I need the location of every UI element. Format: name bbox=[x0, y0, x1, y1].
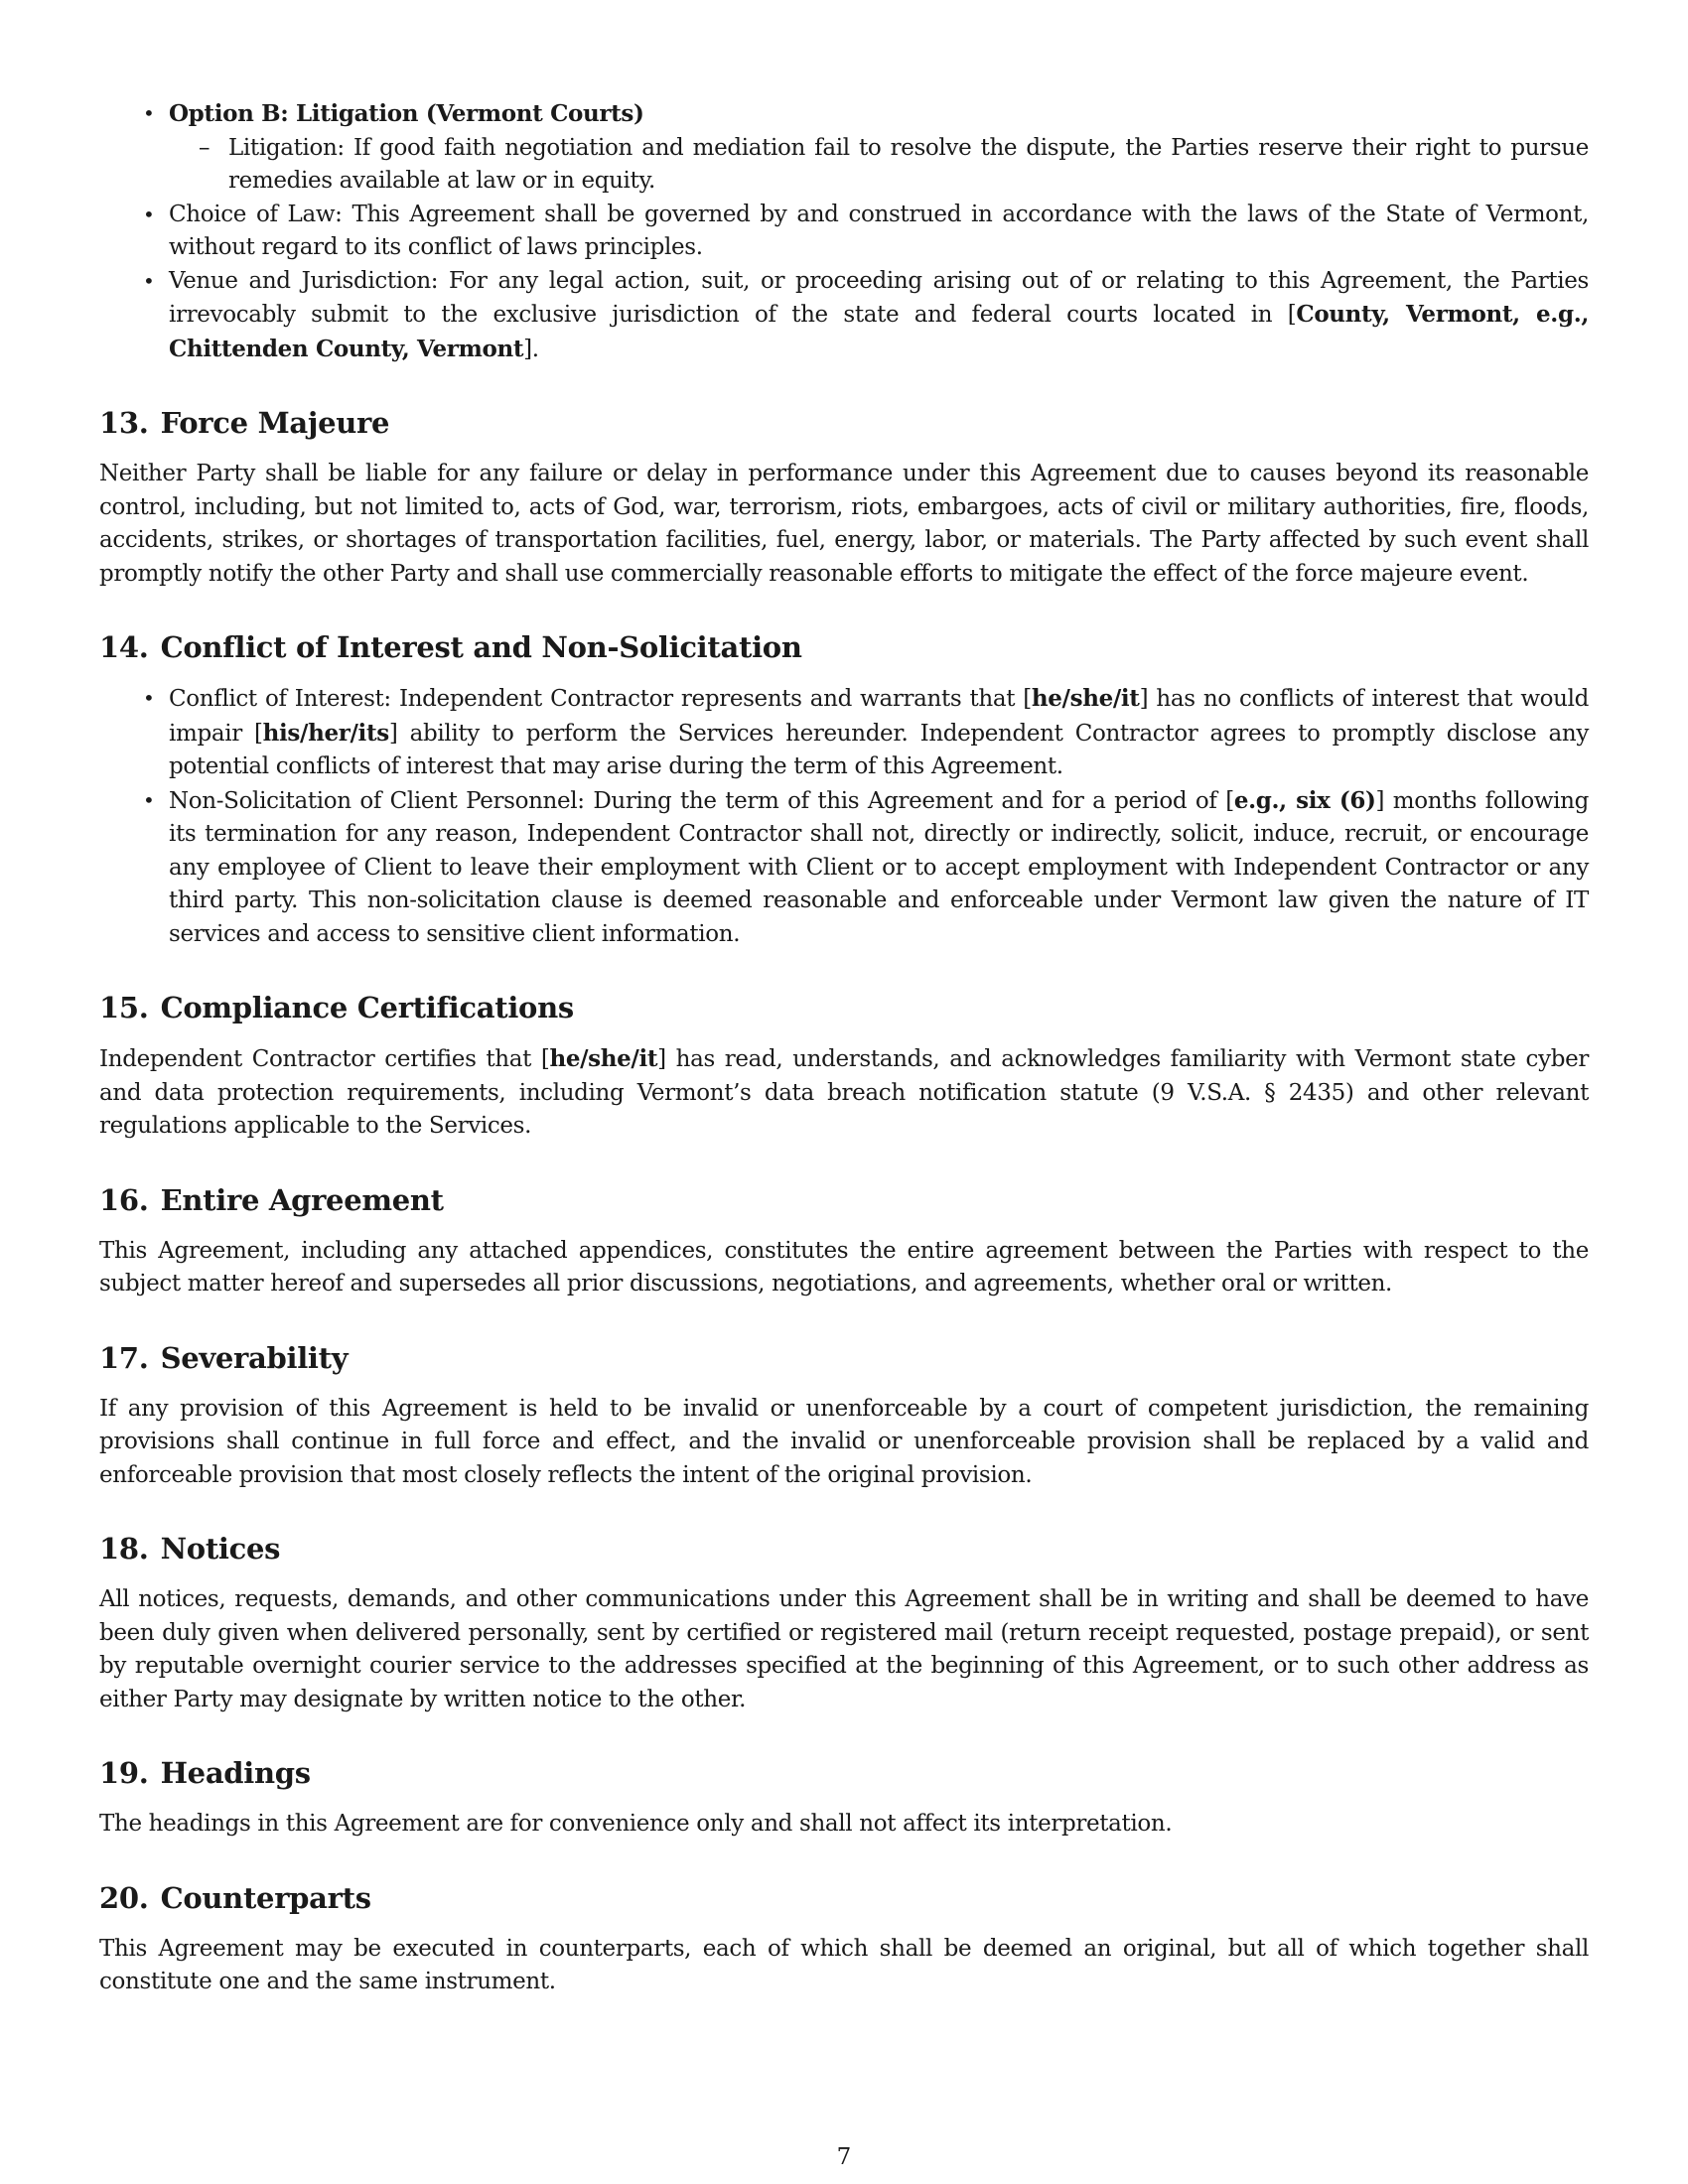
coi-placeholder-possessive: his/her/its bbox=[262, 719, 389, 747]
section-body bbox=[99, 1042, 1589, 1144]
section-heading bbox=[99, 991, 1589, 1024]
option-b-sublist bbox=[169, 132, 1589, 199]
section-number: 19. bbox=[99, 1756, 149, 1790]
section-number: 13. bbox=[99, 406, 149, 440]
section-number: 15. bbox=[99, 991, 149, 1024]
venue-item bbox=[143, 265, 1590, 367]
section-14-list bbox=[99, 682, 1589, 951]
dispute-resolution-list bbox=[99, 97, 1589, 366]
section-body: If any provision of this Agreement is held to be invalid or unenforceable by a court of competent jurisdiction, the remaining provisions shall continue in full force and effect, and the invalid or unenforceable provision shall be replaced by a valid and enforceable provision that most closely reflects the intent of the original provision. bbox=[99, 1395, 1589, 1488]
dash-icon: – bbox=[199, 134, 211, 161]
section-number: 18. bbox=[99, 1532, 149, 1566]
bullet-icon: • bbox=[143, 202, 155, 226]
section-body: This Agreement may be executed in counterparts, each of which shall be deemed an original, but all of which together shall constitute one and the same instrument. bbox=[99, 1935, 1589, 1994]
section-title: Headings bbox=[160, 1756, 311, 1790]
section-number: 17. bbox=[99, 1340, 149, 1375]
section-20 bbox=[99, 1881, 1589, 1999]
bullet-icon: • bbox=[143, 101, 155, 125]
conflict-of-interest-item bbox=[143, 682, 1590, 784]
section-body: This Agreement, including any attached appendices, constitutes the entire agreement between the Parties with respect to the subject matter hereof and supersedes all prior discussions, negotiations, and agreements, whether oral or written. bbox=[99, 1237, 1589, 1297]
section-19 bbox=[99, 1756, 1589, 1842]
bullet-icon: • bbox=[143, 686, 155, 710]
ns-text-a: Non-Solicitation of Client Personnel: During the term of this Agreement and for a period of [ bbox=[169, 787, 1234, 814]
section-number: 20. bbox=[99, 1880, 149, 1915]
section-title: Entire Agreement bbox=[160, 1182, 444, 1217]
section-heading bbox=[99, 1183, 1589, 1217]
body-text-a: Independent Contractor certifies that [ bbox=[99, 1046, 550, 1072]
section-16 bbox=[99, 1183, 1589, 1301]
non-solicitation-item bbox=[143, 784, 1590, 952]
section-15 bbox=[99, 991, 1589, 1144]
venue-text: Venue and Jurisdiction: For any legal action, suit, or proceeding arising out of or relating to this Agreement, the Parties irrevocably submit to the exclusive jurisdiction of the state and federal courts located in [ bbox=[169, 267, 1589, 328]
litigation-subitem bbox=[199, 132, 1589, 199]
section-body: Neither Party shall be liable for any failure or delay in performance under this Agreement due to causes beyond its reasonable control, including, but not limited to, acts of God, war, terrorism, riots, embargoes, acts of civil or military authorities, fire, floods, accidents, strikes, or shortages of transportation facilities, fuel, energy, labor, or materials. The Party affected by such event shall promptly notify the other Party and shall use commercially reasonable efforts to mitigate the effect of the force majeure event. bbox=[99, 461, 1589, 587]
ns-text-b: ] months following its termination for any reason, Independent Contractor shall not, directly or indirectly, solicit, induce, recruit, or encourage any employee of Client to leave their employment with Client or to accept employment with Independent Contractor or any third party. This non-solicitation clause is deemed reasonable and enforceable under Vermont law given the nature of IT services and access to sensitive client information. bbox=[169, 787, 1590, 947]
section-17 bbox=[99, 1341, 1589, 1493]
section-heading bbox=[99, 1532, 1589, 1566]
section-heading bbox=[99, 1341, 1589, 1375]
section-heading bbox=[99, 630, 1589, 664]
bullet-icon: • bbox=[143, 787, 155, 812]
section-title: Force Majeure bbox=[160, 406, 390, 440]
body-text-b: ] has read, understands, and acknowledges familiarity with Vermont state cyber and data protection requirements, including Vermont’s data breach notification statute (9 V.S.A. § 2435) and other relevant regulations applicable to the Services. bbox=[99, 1046, 1589, 1139]
bullet-icon: • bbox=[143, 268, 155, 293]
coi-text-b: ] has no conflicts of interest that would impair [ bbox=[169, 686, 1589, 747]
venue-placeholder: County, Vermont, e.g., Chittenden County, Vermont bbox=[169, 301, 1590, 362]
litigation-text: Litigation: If good faith negotiation and mediation fail to resolve the dispute, the Parties reserve their right to pursue remedies available at law or in equity. bbox=[228, 134, 1589, 194]
section-heading bbox=[99, 1756, 1589, 1790]
section-title: Severability bbox=[160, 1340, 349, 1375]
choice-of-law-item bbox=[143, 199, 1589, 265]
section-heading bbox=[99, 406, 1589, 440]
section-body: All notices, requests, demands, and other communications under this Agreement shall be in writing and shall be deemed to have been duly given when delivered personally, sent by certified or registered mail (return receipt requested, postage prepaid), or sent by reputable overnight courier service to the addresses specified at the beginning of this Agreement, or to such other address as either Party may designate by written notice to the other. bbox=[99, 1586, 1589, 1712]
coi-text-a: Conflict of Interest: Independent Contractor represents and warrants that [ bbox=[169, 686, 1032, 712]
ns-placeholder-period: e.g., six (6) bbox=[1233, 786, 1376, 814]
section-18 bbox=[99, 1532, 1589, 1716]
option-b-item bbox=[143, 97, 1589, 199]
section-heading bbox=[99, 1881, 1589, 1915]
section-title: Counterparts bbox=[160, 1880, 371, 1915]
section-title: Notices bbox=[160, 1532, 281, 1566]
section-number: 14. bbox=[99, 630, 149, 664]
coi-placeholder-pronoun: he/she/it bbox=[1031, 685, 1140, 712]
section-title: Compliance Certifications bbox=[160, 991, 574, 1024]
venue-end: ]. bbox=[523, 336, 539, 362]
page-number: 7 bbox=[836, 2144, 852, 2170]
coi-text-c: ] ability to perform the Services hereunder. Independent Contractor agrees to promptly disclose any potential conflicts of interest that may arise during the term of this Agreement. bbox=[169, 720, 1590, 779]
section-title: Conflict of Interest and Non-Solicitation bbox=[160, 630, 802, 664]
document-page bbox=[99, 97, 1589, 1999]
section-14 bbox=[99, 630, 1589, 951]
pronoun-placeholder: he/she/it bbox=[549, 1045, 658, 1072]
section-number: 16. bbox=[99, 1182, 149, 1217]
choice-of-law-text: Choice of Law: This Agreement shall be governed by and construed in accordance with the laws of the State of Vermont, without regard to its conflict of laws principles. bbox=[169, 201, 1589, 260]
option-b-title: Option B: Litigation (Vermont Courts) bbox=[169, 100, 644, 127]
section-body: The headings in this Agreement are for convenience only and shall not affect its interpretation. bbox=[99, 1811, 1173, 1837]
section-13 bbox=[99, 406, 1589, 591]
